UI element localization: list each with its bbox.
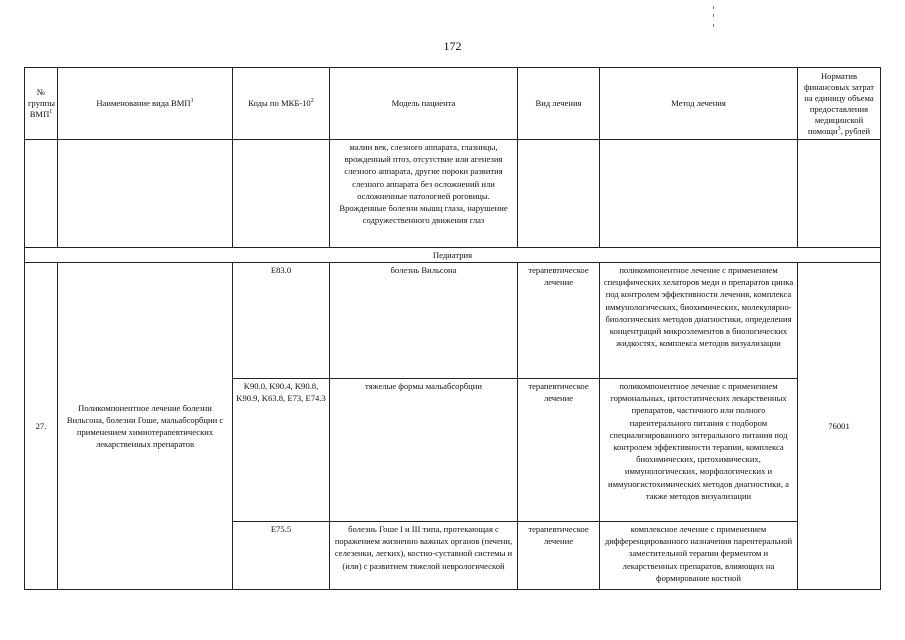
header-treatment-type: Вид лечения [518, 68, 600, 140]
cell-method: поликомпонентное лечение с применением специфических хелаторов меди и препаратов цинка под контролем эффективности лечения, комплекса иммунологических, биохимических, молекулярно-биологических методов диагностики, определения концентраций микроэлементов в биологических жидкостях, комплекса методов визуализации [600, 263, 798, 379]
header-vmp-name: Наименование вида ВМП$^1$ [58, 68, 233, 140]
cell-empty [518, 140, 600, 248]
table-row [25, 263, 881, 379]
continuation-row [25, 140, 881, 248]
cell-patient-model: болезнь Гоше I и III типа, протекающая с поражением жизненно важных органов (печени, селезенки, легких), костно-суставной системы и (или) с развитием тяжелой неврологической [330, 522, 518, 590]
cell-method: комплексное лечение с применением дифференцированного назначения парентеральной заместительной терапии ферментом и лекарственных препаратов, влияющих на формирование костной [600, 522, 798, 590]
cell-empty [233, 140, 330, 248]
table-header-row [25, 68, 881, 140]
cell-empty [58, 140, 233, 248]
header-mkb-codes: Коды по МКБ-$10^2$ [233, 68, 330, 140]
cell-vmp-name: Поликомпонентное лечение болезни Вильсона, болезни Гоше, мальабсорбции с применением химиотерапевтических лекарственных препаратов [58, 263, 233, 590]
cell-codes: K90.0, K90.4, K90.8, K90.9, K63.8, E73, E74.3 [233, 379, 330, 522]
cell-empty [798, 140, 881, 248]
cell-patient-model: малии век, слезного аппарата, глазницы, врожденный птоз, отсутствие или агенезия слезного аппарата, другие пороки развития слезного аппарата без осложнений или осложненные патологией роговицы. Врожденные болезни мышц глаза, нарушение содружественного движения глаз [330, 140, 518, 248]
page-number: 172 [443, 39, 462, 53]
header-group-number: № группы ВМП$^1$ [25, 68, 58, 140]
header-financial-norm: Норматив финансовых затрат на единицу объема предоставления медицинской помощи$^3$, рублей [798, 68, 881, 140]
cell-empty [600, 140, 798, 248]
cell-treatment-type: терапевтическое лечение [518, 522, 600, 590]
vmp-table [24, 67, 881, 590]
scan-artifact [713, 24, 714, 27]
section-header-row [25, 248, 881, 263]
cell-codes: E75.5 [233, 522, 330, 590]
header-patient-model: Модель пациента [330, 68, 518, 140]
cell-norm: 76001 [798, 263, 881, 590]
section-title: Педиатрия [25, 248, 881, 263]
scan-artifact [713, 14, 714, 17]
cell-patient-model: болезнь Вильсона [330, 263, 518, 379]
scan-artifact [713, 6, 714, 9]
cell-method: поликомпонентное лечение с применением гормональных, цитостатических лекарственных препаратов, частичного или полного парентерального питания с подбором специализированного энтерального питания под контролем эффективности терапии, комплекса биохимических, цитохимических, иммунологических, морфологических и иммуногистохимических методов диагностики, а также методов визуализации [600, 379, 798, 522]
cell-treatment-type: терапевтическое лечение [518, 379, 600, 522]
cell-empty [25, 140, 58, 248]
header-treatment-method: Метод лечения [600, 68, 798, 140]
cell-treatment-type: терапевтическое лечение [518, 263, 600, 379]
cell-codes: E83.0 [233, 263, 330, 379]
cell-patient-model: тяжелые формы мальабсорбции [330, 379, 518, 522]
cell-group-number: 27. [25, 263, 58, 590]
